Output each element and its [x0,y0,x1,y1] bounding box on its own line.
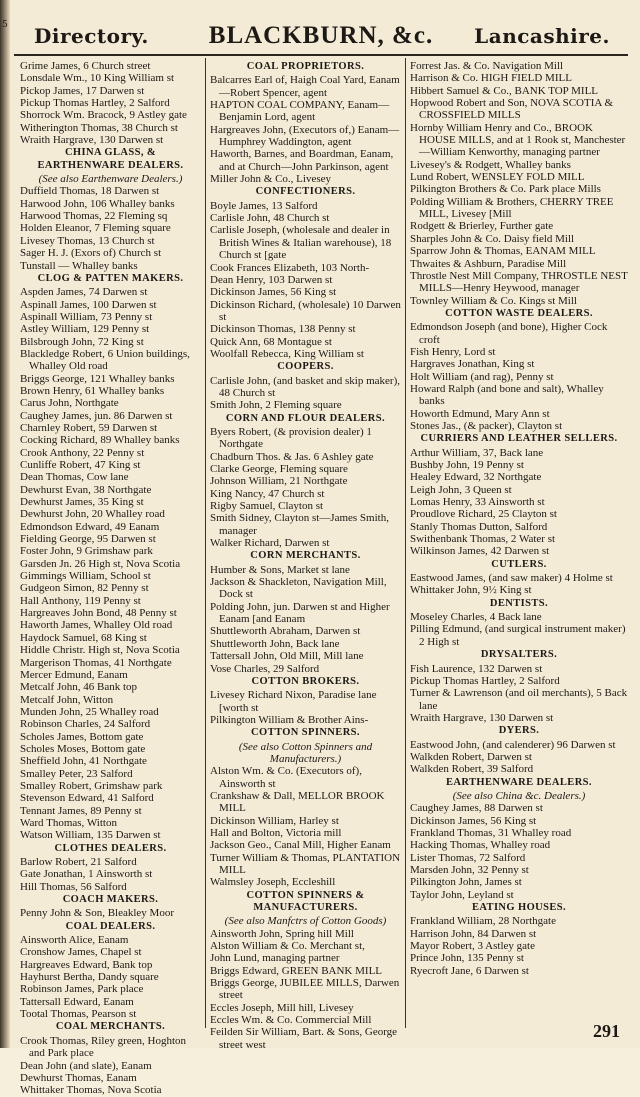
directory-entry: Tattersall Edward, Eanam [20,995,134,1008]
directory-entry: Haworth James, Whalley Old road [20,619,173,632]
directory-entry: Dean Henry, 103 Darwen st [210,273,333,286]
directory-entry: Howard Ralph (and bone and salt), Whalley banks [410,382,604,408]
directory-entry: Lomas Henry, 33 Ainsworth st [410,496,545,509]
section-heading: CHINA GLASS, & EARTHENWARE DEALERS. [37,147,184,171]
directory-entry: Dewhurst James, 35 King st [20,496,144,509]
section-heading: CURRIERS AND LEATHER SELLERS. [420,433,618,445]
directory-entry: Walker Richard, Darwen st [210,537,330,550]
directory-entry: Smalley Robert, Grimshaw park [20,779,163,792]
see-also-note: (See also China &c. Dealers.) [452,789,586,802]
column-right [406,58,632,1028]
running-header [14,22,628,56]
directory-entry: Dean Thomas, Cow lane [20,471,129,484]
directory-entry: Fish Henry, Lord st [410,345,496,358]
directory-entry: Alston William & Co. Merchant st, [210,940,365,953]
directory-entry: Garsden Jn. 26 High st, Nova Scotia [20,557,181,570]
directory-entry: Humber & Sons, Market st lane [210,563,350,576]
directory-entry: Ainsworth Alice, Eanam [20,934,129,947]
directory-entry: Dewhurst Evan, 38 Northgate [20,483,152,496]
directory-entry: Rodgett & Brierley, Further gate [410,220,554,233]
directory-entry: Blackledge Robert, 6 Union buildings, Whalley Old road [20,347,190,373]
directory-entry: Chadburn Thos. & Jas. 6 Ashley gate [210,450,374,463]
directory-entry: Stanly Thomas Dutton, Salford [410,520,548,533]
section-heading: COAL PROPRIETORS. [246,61,365,72]
column-middle [206,58,406,1051]
section-heading: DENTISTS. [489,597,549,609]
directory-entry: Livesey's & Rodgett, Whalley banks [410,158,571,171]
directory-entry: Ryecroft Jane, 6 Darwen st [410,964,529,977]
directory-entry: Brown Henry, 61 Whalley banks [20,384,165,397]
directory-entry: Proudlove Richard, 25 Clayton st [410,508,557,521]
directory-entry: Briggs George, 121 Whalley banks [20,372,175,385]
directory-entry: Wraith Hargrave, 130 Darwen st [410,711,554,724]
directory-entry: Polding John, jun. Darwen st and Higher Eanam [and Eanam [210,600,390,626]
directory-entry: Howorth Edmund, Mary Ann st [410,407,550,420]
directory-entry: Livesey Richard Nixon, Paradise lane [worth st [210,689,377,714]
directory-entry: Stevenson Edward, 41 Salford [20,792,154,805]
directory-entry: Shorrock Wm. Bracock, 9 Astley gate [20,109,187,122]
directory-entry: Pilkington Brothers & Co. Park place Mills [410,183,601,196]
directory-entry: Robinson Charles, 24 Salford [20,718,151,731]
directory-entry: Sparrow John & Thomas, EANAM MILL [410,245,596,258]
directory-entry: Pilkington John, James st [410,876,522,889]
directory-entry: Tattersall John, Old Mill, Mill lane [210,650,364,663]
directory-entry: Crook Thomas, Riley green, Hoghton and Park place [20,1034,186,1060]
directory-entry: Hopwood Robert and Son, NOVA SCOTIA & CROSSFIELD MILLS [410,97,614,122]
directory-entry: Gimmings William, School st [20,570,151,583]
section-heading: CONFECTIONERS. [255,186,356,198]
directory-entry: Penny John & Son, Bleakley Moor [20,907,174,920]
directory-entry: Mercer Edmund, Eanam [20,668,128,681]
directory-entry: Carus John, Northgate [20,397,119,410]
directory-entry: Moseley Charles, 4 Back lane [410,611,542,624]
directory-entry: Alston Wm. & Co. (Executors of), Ainsworth st [210,765,362,790]
directory-entry: Metcalf John, 46 Bank top [20,681,138,694]
directory-entry: Hargreaves Edward, Bank top [20,958,153,971]
directory-entry: Walmsley Joseph, Eccleshill [210,876,336,889]
directory-entry: Pilling Edmund, (and surgical instrument maker) 2 High st [410,623,626,648]
directory-entry: Haworth, Barnes, and Boardman, Eanam, and at Church—John Parkinson, agent [210,148,394,173]
section-heading: CORN MERCHANTS. [250,550,361,562]
directory-entry: HAPTON COAL COMPANY, Eanam—Benjamin Lord, agent [210,99,390,124]
directory-entry: Smith Sidney, Clayton st—James Smith, manager [210,512,389,537]
directory-entry: Prince John, 135 Penny st [410,952,524,965]
directory-entry: Cunliffe Robert, 47 King st [20,459,141,471]
directory-entry: Dickinson William, Harley st [210,814,339,827]
directory-entry: Rigby Samuel, Clayton st [210,500,324,513]
directory-entry: Shuttleworth Abraham, Darwen st [210,625,361,638]
section-heading: DYERS. [498,725,540,737]
directory-entry: Dickinson James, 56 King st [210,286,337,299]
directory-entry: Crook Anthony, 22 Penny st [20,446,145,459]
directory-entry: Tootal Thomas, Pearson st [20,1008,137,1021]
directory-entry: Ainsworth John, Spring hill Mill [210,927,354,940]
directory-entry: Aspden James, 74 Darwen st [20,286,148,299]
directory-entry: Tunstall — Whalley banks [20,259,138,272]
directory-entry: Foster John, 9 Grimshaw park [20,545,153,558]
directory-entry: Aspinall William, 73 Penny st [20,310,153,323]
directory-entry: Cocking Richard, 89 Whalley banks [20,434,180,447]
directory-entry: Walkden Robert, Darwen st [410,750,532,763]
directory-entry: Dean John (and slate), Eanam [20,1059,152,1072]
directory-entry: Hall Anthony, 119 Penny st [20,594,141,607]
directory-entry: Marsden John, 32 Penny st [410,864,529,876]
directory-entry: Dickinson James, 56 King st [410,814,537,827]
directory-entry: Carlisle Joseph, (wholesale and dealer in British Wines & Italian warehouse), 18 Church st [gate [210,224,392,262]
section-heading: COTTON WASTE DEALERS. [445,307,593,319]
section-heading: COTTON SPINNERS & MANUFACTURERS. [246,889,365,914]
directory-entry: Feilden Sir William, Bart. & Sons, George street west [210,1026,398,1051]
directory-entry: Edmondson Joseph (and bone), Higher Cock croft [410,321,608,346]
section-heading: COTTON BROKERS. [251,675,360,687]
section-heading: COACH MAKERS. [62,894,159,906]
page-number: 291 [593,1021,620,1041]
directory-entry: Lister Thomas, 72 Salford [410,851,526,864]
section-heading: COTTON SPINNERS. [251,727,360,739]
directory-entry: Fish Laurence, 132 Darwen st [410,662,543,675]
directory-entry: Smalley Peter, 23 Salford [20,767,133,780]
section-heading: COAL DEALERS. [65,920,156,932]
directory-entry: Holt William (and rag), Penny st [410,370,554,383]
directory-entry: Johnson William, 21 Northgate [210,475,348,488]
directory-entry: Watson William, 135 Darwen st [20,829,161,842]
directory-entry: Dewhurst Thomas, Eanam [20,1071,137,1084]
header-center: BLACKBURN, &c. [208,22,434,49]
section-heading: CORN AND FLOUR DEALERS. [225,412,386,424]
section-heading: COOPERS. [277,361,334,373]
header-right: Lancashire. [474,24,610,48]
directory-entry: Metcalf John, Witton [20,693,114,706]
section-heading: EATING HOUSES. [471,902,567,914]
directory-entry: Bushby John, 19 Penny st [410,459,524,471]
directory-entry: Eccles Joseph, Mill hill, Livesey [210,1001,354,1014]
directory-entry: Hill Thomas, 56 Salford [20,880,127,893]
margin-mark: 5 [2,20,8,30]
directory-entry: Scholes James, Bottom gate [20,730,144,743]
directory-entry: Forrest Jas. & Co. Navigation Mill [410,60,564,72]
directory-entry: Quick Ann, 68 Montague st [210,335,332,348]
header-left: Directory. [34,24,149,48]
directory-entry: Grime James, 6 Church street [20,60,151,72]
see-also-note: (See also Earthenware Dealers.) [38,173,183,186]
directory-entry: Duffield Thomas, 18 Darwen st [20,185,160,198]
directory-entry: Stones Jas., (& packer), Clayton st [410,419,563,432]
directory-entry: Arthur William, 37, Back lane [410,446,544,459]
directory-entry: Vose Charles, 29 Salford [210,662,320,675]
directory-entry: Leigh John, 3 Queen st [410,483,512,496]
directory-entry: Caughey James, jun. 86 Darwen st [20,409,173,422]
directory-entry: Briggs George, JUBILEE MILLS, Darwen street [210,977,400,1002]
directory-entry: Harrison & Co. HIGH FIELD MILL [410,72,572,85]
directory-entry: Astley William, 129 Penny st [20,323,150,336]
see-also-note: (See also Manfctrs of Cotton Goods) [224,915,387,928]
see-also-note: (See also Cotton Spinners and Manufacturers.) [238,740,373,765]
directory-entry: Hargraves Jonathan, King st [410,358,535,371]
directory-entry: Hayhurst Bertha, Dandy square [20,971,159,984]
directory-entry: Miller John & Co., Livesey [210,173,331,186]
directory-entry: Carlisle John, (and basket and skip maker), 48 Church st [210,374,401,399]
section-heading: CUTLERS. [491,558,547,570]
directory-entry: Eastwood John, (and calenderer) 96 Darwen st [410,738,616,751]
directory-entry: Robinson James, Park place [20,983,144,996]
directory-entry: Thwaites & Ashburn, Paradise Mill [410,257,567,270]
directory-entry: Shuttleworth John, Back lane [210,637,340,650]
directory-entry: Hargreaves John Bond, 48 Penny st [20,607,177,620]
directory-entry: Boyle James, 13 Salford [210,199,318,212]
directory-entry: Pickup Thomas Hartley, 2 Salford [410,674,560,687]
directory-entry: Wraith Hargrave, 130 Darwen st [20,134,164,147]
directory-entry: Clarke George, Fleming square [210,463,348,475]
directory-entry: Pickup Thomas Hartley, 2 Salford [20,97,170,110]
directory-entry: Townley William & Co. Kings st Mill [410,294,577,307]
directory-entry: Sharples John & Co. Daisy field Mill [410,232,575,245]
directory-entry: Lund Robert, WENSLEY FOLD MILL [410,171,585,184]
directory-entry: Balcarres Earl of, Haigh Coal Yard, Eanam—Robert Spencer, agent [210,74,400,99]
section-heading: CLOG & PATTEN MAKERS. [37,272,184,284]
directory-entry: Frankland Thomas, 31 Whalley road [410,826,572,839]
directory-entry: Fielding George, 95 Darwen st [20,533,156,546]
directory-entry: John Lund, managing partner [210,952,340,965]
directory-entry: Tennant James, 89 Penny st [20,804,142,817]
directory-entry: Dickinson Thomas, 138 Penny st [210,323,356,336]
directory-entry: Hornby William Henry and Co., BROOK HOUSE MILLS, and at 1 Rook st, Manchester—William Kenworthy, managing partner [410,121,626,159]
directory-entry: Hall and Bolton, Victoria mill [210,826,342,839]
directory-entry: Livesey Thomas, 13 Church st [20,234,155,247]
directory-entry: Gudgeon Simon, 82 Penny st [20,582,149,595]
directory-entry: Hibbert Samuel & Co., BANK TOP MILL [410,84,599,97]
directory-entry: Woolfall Rebecca, King William st [210,347,364,360]
directory-entry: Turner William & Thomas, PLANTATION MILL [210,851,401,876]
directory-entry: Munden John, 25 Whalley road [20,705,159,718]
directory-entry: Polding William & Brothers, CHERRY TREE MILL, Livesey [Mill [410,195,614,221]
directory-entry: Caughey James, 88 Darwen st [410,802,543,815]
directory-entry: Whittaker Thomas, Nova Scotia [20,1084,162,1097]
directory-entry: Scholes Moses, Bottom gate [20,742,146,755]
directory-entry: Mayor Robert, 3 Astley gate [410,940,535,953]
directory-entry: Hargreaves John, (Executors of,) Eanam—Humphrey Waddington, agent [210,123,400,149]
directory-entry: Dickinson Richard, (wholesale) 10 Darwen st [210,298,401,323]
directory-entry: Dewhurst John, 20 Whalley road [20,508,165,521]
directory-entry: Haydock Samuel, 68 King st [20,631,147,644]
directory-entry: Taylor John, Leyland st [410,888,514,901]
directory-entry: Walkden Robert, 39 Salford [410,763,534,776]
directory-entry: Carlisle John, 48 Church st [210,212,330,225]
section-heading: EARTHENWARE DEALERS. [446,776,592,788]
directory-entry: Jackson Geo., Canal Mill, Higher Eanam [210,839,391,852]
directory-entry: Aspinall James, 100 Darwen st [20,298,157,311]
directory-entry: Barlow Robert, 21 Salford [20,856,137,868]
directory-entry: Pilkington William & Brother Ains- [210,713,369,726]
directory-entry: Holden Eleanor, 7 Fleming square [20,222,171,235]
column-left [16,58,206,1097]
directory-entry: Frankland William, 28 Northgate [410,915,556,928]
directory-entry: Hiddle Christr. High st, Nova Scotia [20,644,180,657]
directory-entry: Edmondson Edward, 49 Eanam [20,520,160,533]
directory-entry: Cronshow James, Chapel st [20,946,142,959]
directory-entry: Margerison Thomas, 41 Northgate [20,656,172,669]
binding-edge [0,0,10,1048]
directory-entry: Harwood Thomas, 22 Fleming sq [20,210,168,223]
directory-entry: Whittaker John, 9½ King st [410,584,532,597]
directory-entry: Sheffield John, 41 Northgate [20,755,147,768]
directory-entry: Jackson & Shackleton, Navigation Mill, Dock st [210,576,387,601]
directory-entry: Eccles Wm. & Co. Commercial Mill [210,1014,372,1027]
directory-entry: Gate Jonathan, 1 Ainsworth st [20,868,153,881]
directory-entry: Smith John, 2 Fleming square [210,399,342,412]
directory-entry: Hacking Thomas, Whalley road [410,839,551,852]
directory-entry: Swithenbank Thomas, 2 Water st [410,533,556,546]
directory-entry: Eastwood James, (and saw maker) 4 Holme st [410,572,613,585]
directory-entry: Lonsdale Wm., 10 King William st [20,72,175,85]
directory-entry: Harrison John, 84 Darwen st [410,927,537,940]
directory-entry: Wilkinson James, 42 Darwen st [410,545,550,558]
directory-entry: Briggs Edward, GREEN BANK MILL [210,964,383,977]
directory-entry: Cook Frances Elizabeth, 103 North- [210,261,370,274]
directory-entry: Sager H. J. (Exors of) Church st [20,247,162,260]
section-heading: CLOTHES DEALERS. [54,842,167,854]
section-heading: COAL MERCHANTS. [55,1021,166,1033]
directory-entry: Pickop James, 17 Darwen st [20,84,145,97]
directory-entry: Harwood John, 106 Whalley banks [20,197,175,210]
directory-entry: Byers Robert, (& provision dealer) 1 Northgate [210,425,372,451]
directory-entry: Bilsbrough John, 72 King st [20,335,144,348]
directory-entry: Witherington Thomas, 38 Church st [20,121,178,134]
directory-entry: Crankshaw & Dall, MELLOR BROOK MILL [210,789,385,815]
section-heading: DRYSALTERS. [480,649,558,661]
directory-entry: Throstle Nest Mill Company, THROSTLE NEST MILLS—Henry Heywood, manager [410,269,628,295]
directory-entry: King Nancy, 47 Church st [210,487,325,500]
directory-entry: Ward Thomas, Witton [20,816,117,829]
directory-entry: Turner & Lawrenson (and oil merchants), 5 Back lane [410,687,628,712]
directory-entry: Charnley Robert, 59 Darwen st [20,421,158,434]
directory-entry: Healey Edward, 32 Northgate [410,471,542,484]
